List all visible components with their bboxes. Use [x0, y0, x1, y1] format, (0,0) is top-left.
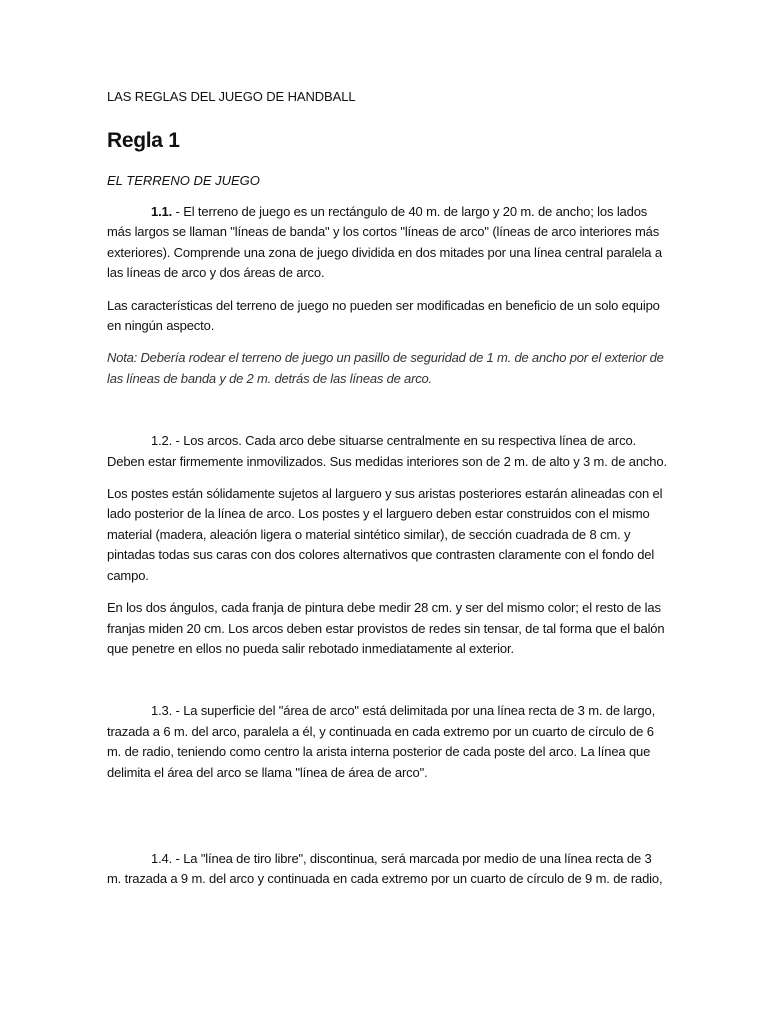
spacer [107, 671, 668, 701]
section-number: 1.4. [151, 850, 173, 866]
paragraph-angles: En los dos ángulos, cada franja de pintura debe medir 28 cm. y ser del mismo color; el resto de las franjas miden 20 cm. Los arcos deben estar provistos de redes sin tensar, de tal forma que el balón que penetre en ellos no pueda salir rebotado inmediatamente al exterior. [107, 600, 665, 656]
section-number: 1.1. [151, 204, 173, 219]
paragraph-1-3 [107, 701, 668, 783]
section-number: 1.2. [151, 433, 173, 449]
note-paragraph: Nota: Debería rodear el terreno de juego un pasillo de seguridad de 1 m. de ancho por el exterior de las líneas de banda y de 2 m. detrás de las líneas de arco. [107, 350, 664, 386]
paragraph-posts: Los postes están sólidamente sujetos al larguero y sus aristas posteriores estarán alineadas con el lado posterior de la línea de arco. Los postes y el larguero deben estar construidos con el mismo material (madera, aleación ligera o material sintético similar), de sección cuadrada de 8 cm. y pintadas todas sus caras con dos colores alternativos que contrasten claramente con el fondo del campo. [107, 486, 663, 583]
paragraph-modifications: Las características del terreno de juego no pueden ser modificadas en beneficio de un solo equipo en ningún aspecto. [107, 297, 660, 334]
paragraph-text: - La superficie del "área de arco" está delimitada por una línea recta de 3 m. de largo, trazada a 6 m. del arco, paralela a él, y continuada en cada extremo por un cuarto de círculo de 6 m. de radio, teniendo como centro la arista interna posterior de cada poste del arco. La línea que delimita el área del arco se llama "línea de área de arco". [107, 703, 656, 780]
paragraph-text: - El terreno de juego es un rectángulo de 40 m. de largo y 20 m. de ancho; los lados más largos se llaman "líneas de banda" y los cortos "líneas de arco" (líneas de arco interiores más exteriores). Comprende una zona de juego dividida en dos mitades por una línea central paralela a las líneas de arco y dos áreas de arco. [107, 204, 662, 281]
spacer [107, 795, 668, 849]
paragraph-text: - Los arcos. Cada arco debe situarse centralmente en su respectiva línea de arco. Deben estar firmemente inmovilizados. Sus medidas interiores son de 2 m. de alto y 3 m. de ancho. [107, 433, 667, 469]
paragraph-1-2 [107, 431, 668, 472]
spacer [107, 401, 668, 431]
document-title: LAS REGLAS DEL JUEGO DE HANDBALL [107, 89, 356, 104]
section-heading: EL TERRENO DE JUEGO [107, 173, 260, 188]
paragraph-text: - La "línea de tiro libre", discontinua, será marcada por medio de una línea recta de 3 m. trazada a 9 m. del arco y continuada en cada extremo por un cuarto de círculo de 9 m. de radio, [107, 850, 663, 887]
paragraph-1-4 [107, 849, 668, 890]
rule-heading: Regla 1 [107, 129, 180, 152]
section-number: 1.3. [151, 703, 173, 719]
paragraph-1-1 [107, 202, 668, 284]
